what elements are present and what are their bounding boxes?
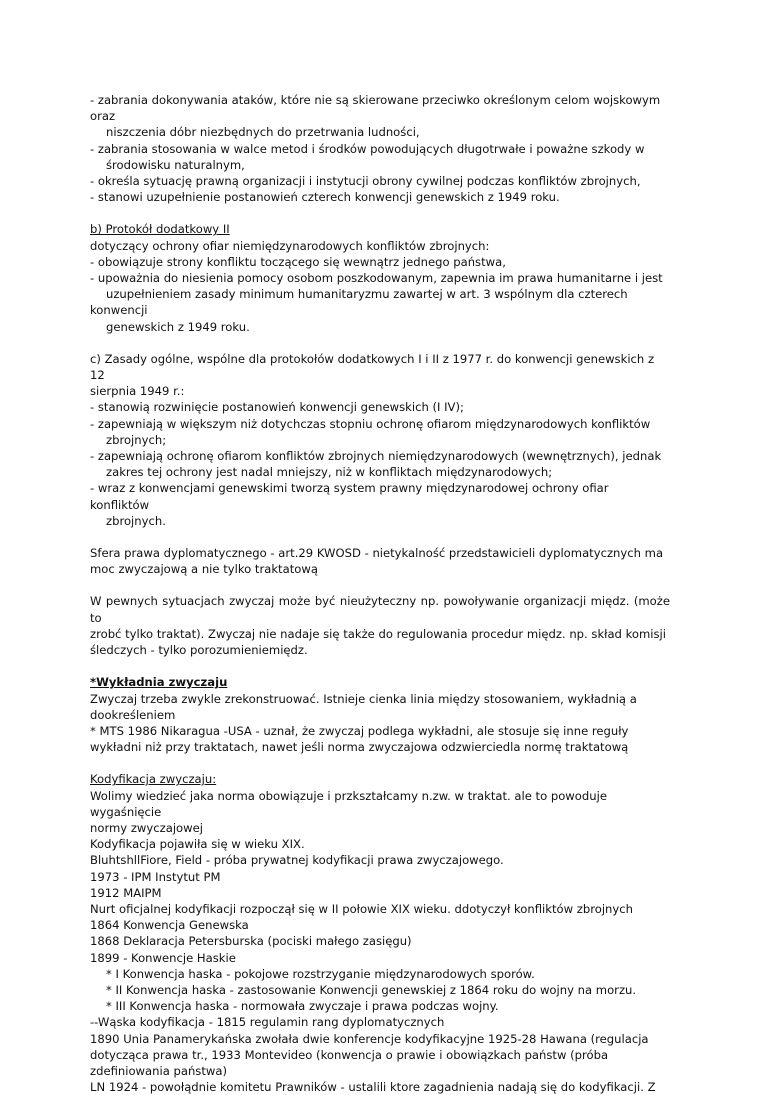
text-line: 1899 - Konwencje Haskie (90, 950, 236, 965)
text-line: Sfera prawa dyplomatycznego - art.29 KWOSD - nietykalność przedstawicieli dyplomatycznych ma (90, 546, 664, 561)
text-line: BluhtshllFiore, Field - próba prywatnej kodyfikacji prawa zwyczajowego. (90, 853, 504, 868)
text-line: - określa sytuację prawną organizacji i instytucji obrony cywilnej podczas konfliktów zbrojnych, (90, 174, 641, 189)
paragraph-gap (90, 577, 670, 593)
text-line: dotyczący ochrony ofiar niemiędzynarodowych konfliktów zbrojnych: (90, 238, 490, 253)
text-line: - zabrania dokonywania ataków, które nie są skierowane przeciwko określonym celom wojskowym (90, 93, 661, 107)
text-line: zdefiniowania państwa) (90, 1063, 227, 1078)
text-line: 1868 Deklaracja Petersburska (pociski małego zasięgu) (90, 934, 412, 949)
text-line: 1864 Konwencja Genewska (90, 918, 249, 933)
text-line: * MTS 1986 Nikaragua -USA - uznał, że zwyczaj podlega wykładni, ale stosuje się inne reguły (90, 723, 629, 738)
text-line: dotycząca prawa tr., 1933 Montevideo (konwencja o prawie i obowiązkach państw (próba (90, 1047, 609, 1062)
text-line: * III Konwencja haska - normowała zwyczaje i prawa podczas wojny. (106, 999, 499, 1014)
text-line: - upoważnia do niesienia pomocy osobom poszkodowanym, zapewnia im prawa humanitarne i jest (90, 271, 663, 286)
text-line: - stanowią rozwinięcie postanowień konwencji genewskich (I IV); (90, 400, 464, 415)
document-text-body (90, 92, 670, 1095)
text-line: Zwyczaj trzeba zwykle zrekonstruować. Istnieje cienka linia między stosowaniem, wykładnią a (90, 691, 637, 706)
paragraph-gap (90, 205, 670, 221)
text-line: - zabrania stosowania w walce metod i środków powodujących długotrwałe i poważne szkody w (90, 141, 645, 156)
text-line: zrobć tylko traktat). Zwyczaj nie nadaje się także do regulowania procedur międz. np. skład komisji (90, 626, 666, 641)
text-line: W pewnych sytuacjach zwyczaj może być nieużyteczny np. powoływanie organizacji międz. (może to (90, 594, 670, 625)
text-line: uzupełnieniem zasady minimum humanitaryzmu zawartej w art. 3 wspólnym dla czterech (106, 287, 628, 302)
text-line: 1912 MAIPM (90, 885, 162, 900)
text-line: zbrojnych; (106, 432, 167, 447)
text-line: sierpnia 1949 r.: (90, 384, 185, 399)
text-line: - stanowi uzupełnienie postanowień czterech konwencji genewskich z 1949 roku. (90, 190, 560, 205)
text-line: Wolimy wiedzieć jaka norma obowiązuje i przkształcamy n.zw. w traktat. ale to powoduje wygaśnięcie (90, 788, 607, 819)
paragraph-gap (90, 529, 670, 545)
text-line: wykładni niż przy traktatach, nawet jeśli norma zwyczajowa odzwierciedla normę traktatową (90, 740, 629, 755)
text-line: c) Zasady ogólne, wspólne dla protokołów dodatkowych I i II z 1977 r. do konwencji genewskich z 12 (90, 351, 655, 383)
paragraph-gap (90, 755, 670, 771)
text-line: moc zwyczajową a nie tylko traktatową (90, 562, 318, 577)
text-line: --Wąska kodyfikacja - 1815 regulamin rang dyplomatycznych (90, 1015, 445, 1030)
text-line: genewskich z 1949 roku. (106, 319, 250, 334)
text-line: środowisku naturalnym, (106, 157, 245, 172)
text-line: 1890 Unia Panamerykańska zwołała dwie konferencje kodyfikacyjne 1925-28 Hawana (regulacja (90, 1031, 649, 1046)
text-line: *Wykładnia zwyczaju (90, 675, 228, 690)
text-line: - wraz z konwencjami genewskimi tworzą system prawny międzynarodowej ochrony ofiar konfliktów (90, 481, 609, 512)
text-line: - obowiązuje strony konfliktu toczącego się wewnątrz jednego państwa, (90, 254, 506, 269)
text-line: * II Konwencja haska - zastosowanie Konwencji genewskiej z 1864 roku do wojny na morzu. (106, 982, 637, 997)
text-line: zakres tej ochrony jest nadal mniejszy, niż w konfliktach międzynarodowych; (106, 465, 553, 480)
text-line: oraz (90, 109, 116, 124)
text-line: Kodyfikacja pojawiła się w wieku XIX. (90, 837, 305, 852)
text-line: Kodyfikacja zwyczaju: (90, 772, 217, 787)
text-line: niszczenia dóbr niezbędnych do przetrwania ludności, (106, 125, 420, 140)
text-line: dookreśleniem (90, 707, 176, 722)
text-line: śledczych - tylko porozumieniemiędz. (90, 643, 308, 658)
paragraph-gap (90, 658, 670, 674)
text-line: * I Konwencja haska - pokojowe rozstrzyganie międzynarodowych sporów. (106, 966, 535, 981)
text-line: LN 1924 - powołądnie komitetu Prawników - ustalili ktore zagadnienia nadają się do kodyfikacji. Z (90, 1080, 656, 1095)
paragraph-gap (90, 335, 670, 351)
text-line: - zapewniają w większym niż dotychczas stopniu ochronę ofiarom międzynarodowych konfliktów (90, 416, 651, 431)
text-line: - zapewniają ochronę ofiarom konfliktów zbrojnych niemiędzynarodowych (wewnętrznych), jednak (90, 449, 662, 464)
text-line: zbrojnych. (106, 513, 166, 528)
text-line: b) Protokół dodatkowy II (90, 222, 230, 237)
text-line: Nurt oficjalnej kodyfikacji rozpoczął się w II połowie XIX wieku. ddotyczył konfliktów zbrojnych (90, 901, 633, 916)
text-line: 1973 - IPM Instytut PM (90, 869, 221, 884)
text-line: konwencji (90, 303, 148, 318)
text-line: normy zwyczajowej (90, 820, 203, 835)
